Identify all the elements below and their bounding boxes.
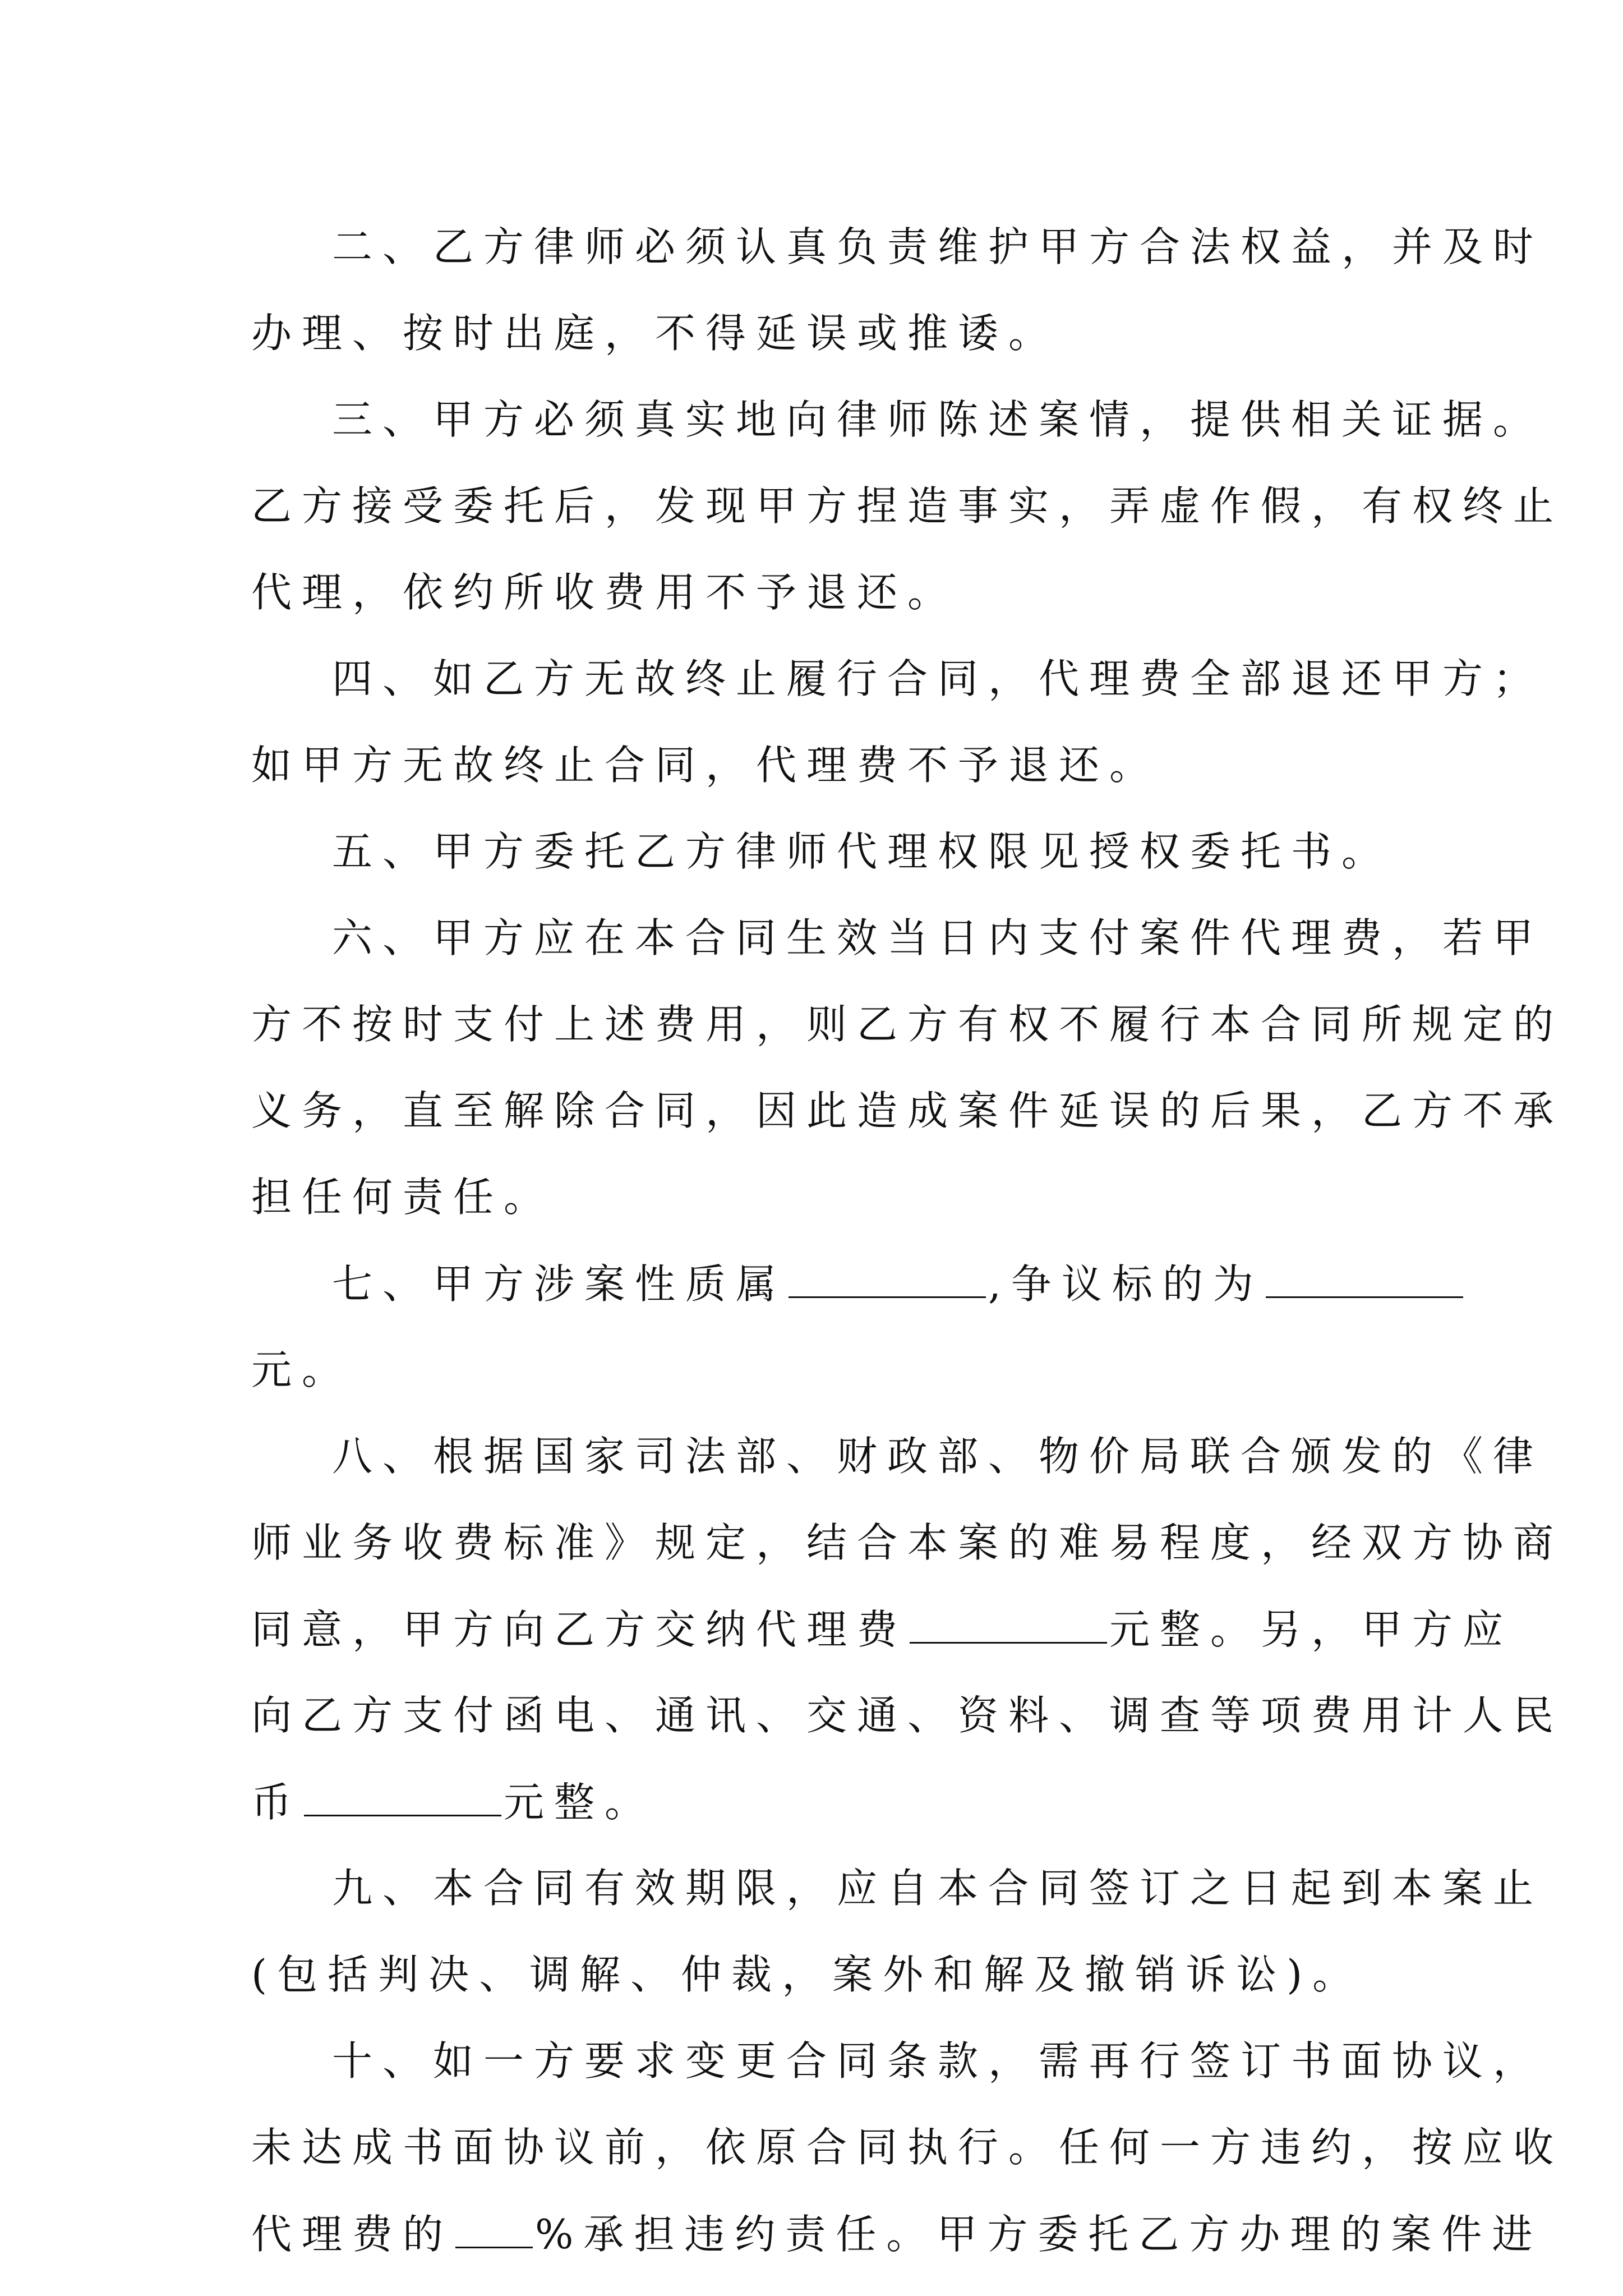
clause-10-text: 代理费的 (251, 2211, 454, 2258)
text-line: 元。 (251, 1346, 353, 1393)
text-line: 八、根据国家司法部、财政部、物价局联合颁发的《律 (332, 1433, 1544, 1480)
text-line: 办理、按时出庭，不得延误或推诿。 (251, 310, 1059, 357)
text-line: 九、本合同有效期限，应自本合同签订之日起到本案止 (332, 1865, 1544, 1912)
text-line: 十、如一方要求变更合同条款，需再行签订书面协议， (332, 2037, 1544, 2085)
text-line: 六、甲方应在本合同生效当日内支付案件代理费，若甲 (332, 914, 1544, 961)
clause-10-line-3 (251, 2203, 1543, 2289)
clause-8-line-3 (251, 1598, 1514, 1685)
text-line: 四、如乙方无故终止履行合同，代理费全部退还甲方； (332, 655, 1544, 702)
text-line: 三、甲方必须真实地向律师陈述案情，提供相关证据。 (332, 396, 1544, 443)
clause-8-line-5 (251, 1771, 1390, 1857)
expenses-blank[interactable] (304, 1771, 501, 1816)
clause-8-text: 元整。另，甲方应 (1109, 1606, 1514, 1653)
text-line: 五、甲方委托乙方律师代理权限见授权委托书。 (332, 828, 1393, 875)
text-line: (包括判决、调解、仲裁，案外和解及撤销诉讼)。 (251, 1951, 1363, 1998)
penalty-percent-blank[interactable] (455, 2203, 533, 2248)
clause-8-text: 元整。 (504, 1779, 656, 1826)
text-line: 担任何责任。 (251, 1174, 555, 1221)
text-line: 义务，直至解除合同，因此造成案件延误的后果，乙方不承 (251, 1087, 1564, 1134)
text-line: 向乙方支付函电、通讯、交通、资料、调查等项费用计人民 (251, 1692, 1564, 1739)
text-line: 如甲方无故终止合同，代理费不予退还。 (251, 742, 1160, 789)
text-line: 师业务收费标准》规定，结合本案的难易程度，经双方协商 (251, 1519, 1564, 1566)
clause-8-text: 币 (251, 1779, 302, 1826)
clause-7-text: 七、甲方涉案性质属 (332, 1260, 787, 1308)
text-line: 二、乙方律师必须认真负责维护甲方合法权益，并及时 (332, 223, 1544, 270)
text-line: 代理，依约所收费用不予退还。 (251, 569, 958, 616)
dispute-amount-blank[interactable] (1266, 1253, 1463, 1298)
clause-7-text: ,争议标的为 (988, 1260, 1264, 1308)
clause-8-text: 同意，甲方向乙方交纳代理费 (251, 1606, 908, 1653)
case-nature-blank[interactable] (789, 1253, 986, 1298)
text-line: 乙方接受委托后，发现甲方捏造事实，弄虚作假，有权终止 (251, 482, 1564, 530)
agency-fee-blank[interactable] (910, 1598, 1107, 1644)
clause-7-line-1 (251, 1253, 1390, 1339)
text-line: 方不按时支付上述费用，则乙方有权不履行本合同所规定的 (251, 1001, 1564, 1048)
contract-body (251, 216, 1564, 2289)
clause-10-text: %承担违约责任。甲方委托乙方办理的案件进 (535, 2211, 1543, 2258)
text-line: 未达成书面协议前，依原合同执行。任何一方违约，按应收 (251, 2124, 1564, 2171)
